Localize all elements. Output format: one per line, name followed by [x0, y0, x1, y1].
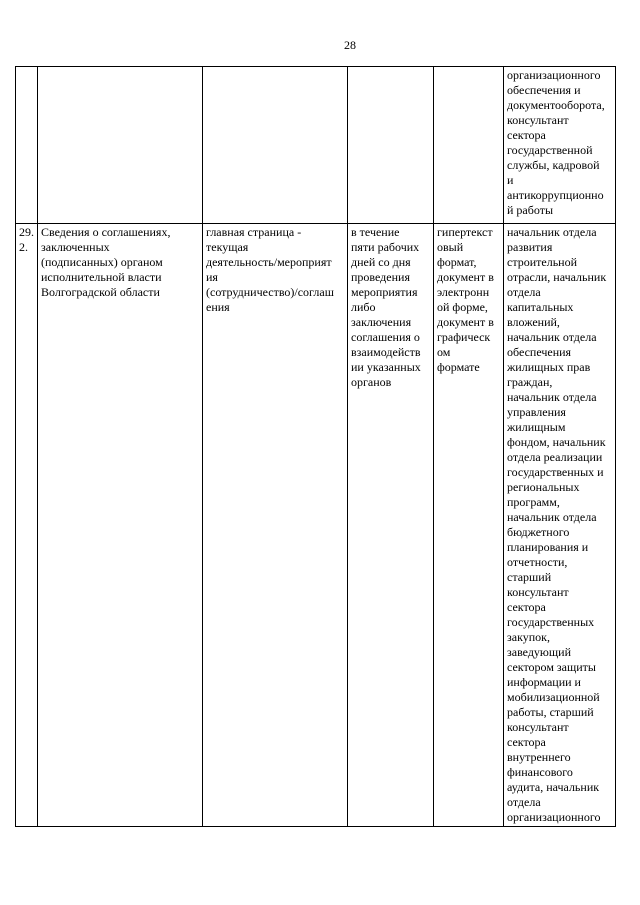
cell-responsible: начальник отдела развития строительной отрасли, начальник отдела капитальных вложений, начальник отдела обеспечения жилищных прав граждан, начальник отдела управления жилищным фондом, начальник отдела реализации государственных и региональных программ, начальник отдела бюджетного планирования и отчетности, старший консультант сектора государственных закупок, заведующий сектором защиты информации и мобилизационной работы, старший консультант сектора внутреннего финансового аудита, начальник отдела организационного — [504, 224, 616, 827]
cell-info-name: Сведения о соглашениях, заключенных (подписанных) органом исполнительной власти Волгоградской области — [38, 224, 203, 827]
page-number: 28 — [344, 38, 356, 52]
cell-deadline: в течение пяти рабочих дней со дня проведения мероприятия либо заключения соглашения о взаимодейств ии указанных органов — [348, 224, 434, 827]
cell-site-location: главная страница - текущая деятельность/мероприят ия (сотрудничество)/соглаш ения — [203, 224, 348, 827]
table-row — [16, 224, 616, 827]
cell-number: 29. 2. — [16, 224, 38, 827]
cell-number — [16, 67, 38, 224]
cell-responsible: организационного обеспечения и документооборота, консультант сектора государственной службы, кадровой и антикоррупционно й работы — [504, 67, 616, 224]
cell-site-location — [203, 67, 348, 224]
cell-deadline — [348, 67, 434, 224]
table-row — [16, 67, 616, 224]
information-table — [15, 66, 616, 827]
cell-format: гипертекст овый формат, документ в электронн ой форме, документ в графическ ом формате — [434, 224, 504, 827]
cell-format — [434, 67, 504, 224]
cell-info-name — [38, 67, 203, 224]
